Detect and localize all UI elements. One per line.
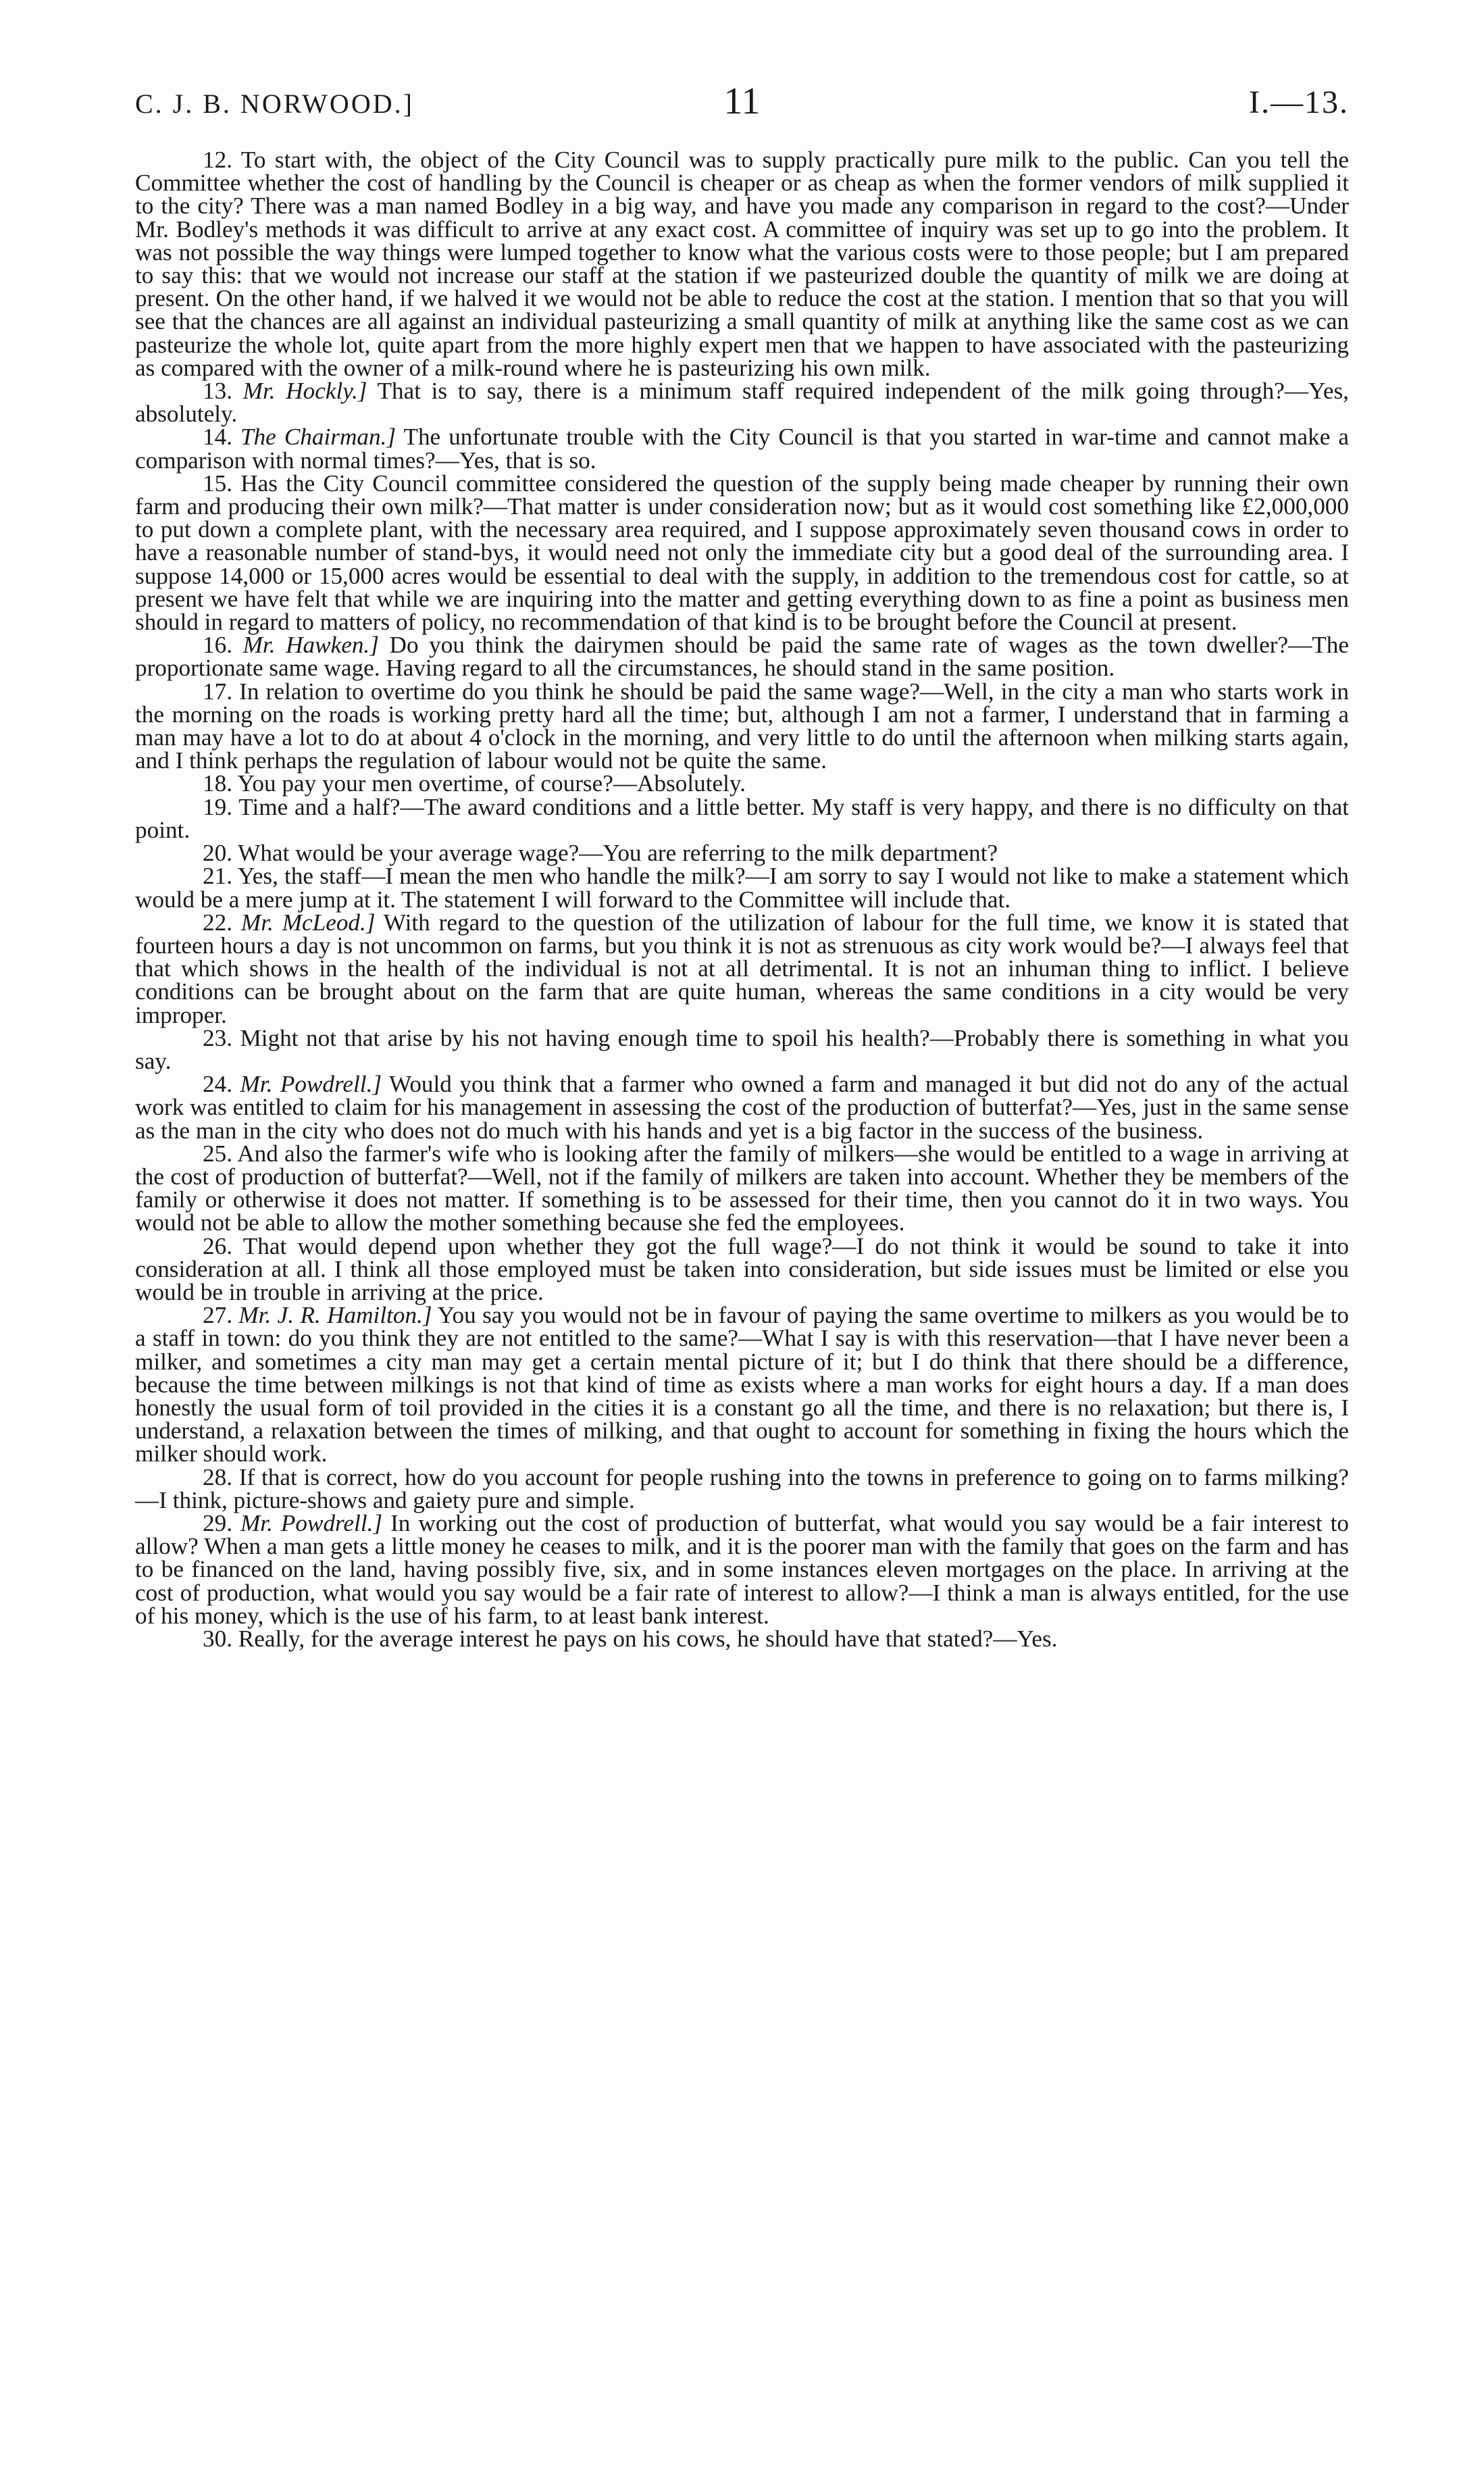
paragraph-text: In working out the cost of production of butterfat, what would you say would be a fair interest to allow? When a man gets a little money he ceases to milk, and it is the poorer man with the family that goes on the farm and has to be financed on the land, having possibly five, six, and in some instances eleven mortgages on the place. In arriving at the cost of production, what would you say would be a fair rate of interest to allow?—I think a man is always entitled, for the use of his money, which is the use of his farm, to at least bank interest. — [135, 1509, 1349, 1629]
question-number: 28. — [203, 1463, 232, 1490]
paragraph — [135, 380, 1349, 426]
paragraph — [135, 1073, 1349, 1142]
paragraph-text: With regard to the question of the utilization of labour for the full time, we know it is stated that fourteen hours a day is not uncommon on farms, but you think it is not as strenuous as city work would be?—I always feel that that which shows in the health of the individual is not at all detrimental. It is not an inhuman thing to inflict. I believe conditions can be brought about on the farm that are quite human, whereas the same conditions in a city would be very improper. — [135, 909, 1349, 1028]
paragraph — [135, 1628, 1349, 1651]
speaker: Mr. Hockly.] — [242, 378, 367, 405]
question-number: 20. — [203, 840, 232, 867]
paragraph-text: In relation to overtime do you think he should be paid the same wage?—Well, in the city a man who starts work in the morning on the roads is working pretty hard all the time; but, although I am not a farmer, I understand that in farming a man may have a lot to do at about 4 o'clock in the morning, and very little to do until the afternoon when milking starts again, and I think perhaps the regulation of labour would not be quite the same. — [135, 678, 1349, 774]
question-number: 17. — [203, 678, 232, 705]
question-number: 18. — [203, 770, 232, 797]
paragraph — [135, 1232, 1349, 1305]
question-number: 29. — [203, 1509, 232, 1536]
question-number: 15. — [203, 470, 232, 497]
speaker: The Chairman.] — [240, 424, 396, 451]
paragraph — [135, 793, 1349, 843]
question-number: 23. — [203, 1024, 232, 1051]
paragraph-text: And also the farmer's wife who is looking after the family of milkers—she would be entitled to a wage in arriving at the cost of production of butterfat?—Well, not if the family of milkers are taken into account. Whether they be members of the family or otherwise it does not matter. If something is to be assessed for their time, then you cannot do it in two ways. You would not be able to allow the mother something because she fed the employees. — [135, 1140, 1349, 1236]
paragraph-text: Do you think the dairymen should be paid the same rate of wages as the town dweller?—The proportionate same wage. Having regard to all the circumstances, he should stand in the same position. — [135, 632, 1350, 682]
page-number: 11 — [723, 80, 761, 122]
speaker: Mr. McLeod.] — [240, 909, 376, 936]
paragraph — [135, 1463, 1349, 1513]
paragraph-text: The unfortunate trouble with the City Council is that you started in war-time and cannot make a comparison with normal times?—Yes, that is so. — [135, 424, 1349, 474]
paragraph — [135, 772, 1349, 795]
header-witness: C. J. B. NORWOOD.] — [135, 89, 414, 119]
paragraph — [135, 472, 1349, 634]
paragraph — [135, 1024, 1350, 1074]
paragraph-text: Time and a half?—The award conditions and a little better. My staff is very happy, and there is no difficulty on that point. — [135, 793, 1349, 843]
paragraph-text: That is to say, there is a minimum staff required independent of the milk going through?—Yes, absolutely. — [135, 378, 1349, 428]
question-number: 12. — [203, 147, 232, 173]
paragraph — [135, 865, 1349, 911]
paragraph-text: Yes, the staff—I mean the men who handle the milk?—I am sorry to say I would not like to make a statement which would be a mere jump at it. The statement I will forward to the Committee will include that. — [135, 863, 1349, 913]
paragraph-text: To start with, the object of the City Council was to supply practically pure milk to the public. Can you tell the Committee whether the cost of handling by the Council is cheaper or as cheap as when the former vendors of milk supplied it to the city? There was a man named Bodley in a big way, and have you made any comparison in regard to the cost?—Under Mr. Bodley's methods it was difficult to arrive at any exact cost. A committee of inquiry was set up to go into the problem. It was not possible the way things were lumped together to know what the various costs were to those people; but I am prepared to say this: that we would not increase our staff at the station if we pasteurized double the quantity of milk we are doing at present. On the other hand, if we halved it we would not be able to reduce the cost at the station. I mention that so that you will see that the chances are all against an individual pasteurizing a small quantity of milk at anything like the same cost as we can pasteurize the whole lot, quite apart from the more highly expert men that we happen to have associated with the pasteurizing as compared with the owner of a milk-round where he is pasteurizing his own milk. — [135, 147, 1349, 381]
paragraph — [135, 842, 1349, 865]
paragraph — [135, 1509, 1349, 1629]
page-body — [135, 149, 1349, 1651]
question-number: 14. — [203, 424, 232, 451]
paragraph-text: Has the City Council committee considered the question of the supply being made cheaper by running their own farm and producing their own milk?—That matter is under consideration now; but as it would cost something like £2,000,000 to put down a complete plant, with the necessary area required, and I suppose approximately seven thousand cows in order to have a reasonable number of stand-bys, it would need not only the immediate city but a good deal of the surrounding area. I suppose 14,000 or 15,000 acres would be essential to deal with the supply, in addition to the tremendous cost for cattle, so at present we have felt that while we are inquiring into the matter and getting everything down to as fine a point as business men should in regard to matters of policy, no recommendation of that kind is to be brought before the Council at present. — [135, 470, 1349, 636]
paragraph-text: That would depend upon whether they got the full wage?—I do not think it would be sound to take it into consideration at all. I think all those employed must be taken into consideration, but side issues must be limited or else you would be in trouble in arriving at the price. — [135, 1232, 1349, 1305]
paragraph — [135, 634, 1349, 680]
speaker: Mr. Powdrell.] — [240, 1509, 383, 1536]
paragraph-text: What would be your average wage?—You are referring to the milk department? — [238, 840, 998, 867]
speaker: Mr. Powdrell.] — [240, 1071, 382, 1098]
paragraph-text: If that is correct, how do you account for people rushing into the towns in preference to going on to farms milking?—I think, picture-shows and gaiety pure and simple. — [135, 1463, 1349, 1513]
paragraph — [135, 1142, 1349, 1235]
paragraph — [135, 911, 1349, 1027]
question-number: 24. — [203, 1071, 232, 1098]
paragraph — [135, 426, 1349, 472]
page-header — [135, 80, 1349, 134]
paragraph-text: You say you would not be in favour of paying the same overtime to milkers as you would be to a staff in town: do you think they are not entitled to the same?—What I say is with this reservation—that I have never been a milker, and sometimes a city man may get a certain mental picture of it; but I do think that there should be a difference, because the time between milkings is not that kind of time as exists where a man works for eight hours a day. If a man does honestly the usual form of toil provided in the cities it is a constant go all the time, and there is no relaxation; but there is, I understand, a relaxation between the times of milking, and that ought to account for something in fixing the hours which the milker should work. — [135, 1302, 1350, 1467]
paragraph-text: Really, for the average interest he pays on his cows, he should have that stated?—Yes. — [238, 1626, 1058, 1652]
question-number: 30. — [203, 1626, 232, 1652]
speaker: Mr. Hawken.] — [242, 632, 379, 659]
paragraph — [135, 1304, 1349, 1465]
speaker: Mr. J. R. Hamilton.] — [238, 1302, 432, 1329]
paragraph — [135, 149, 1349, 380]
paragraph-text: Would you think that a farmer who owned a farm and managed it but did not do any of the actual work was entitled to claim for his management in assessing the cost of the production of butterfat?—Yes, just in the same sense as the man in the city who does not do much with his hands and yet is a big factor in the success of the business. — [135, 1071, 1349, 1144]
paragraph-text: Might not that arise by his not having enough time to spoil his health?—Probably there is something in what you say. — [135, 1024, 1350, 1074]
paragraph-text: You pay your men overtime, of course?—Absolutely. — [237, 770, 746, 797]
question-number: 27. — [203, 1302, 232, 1329]
question-number: 25. — [203, 1140, 232, 1167]
question-number: 13. — [203, 378, 232, 405]
question-number: 21. — [203, 863, 232, 890]
question-number: 26. — [203, 1232, 232, 1259]
question-number: 19. — [203, 793, 232, 820]
question-number: 22. — [203, 909, 232, 936]
paragraph — [135, 680, 1349, 773]
document-reference: I.—13. — [1249, 84, 1349, 120]
question-number: 16. — [203, 632, 232, 659]
